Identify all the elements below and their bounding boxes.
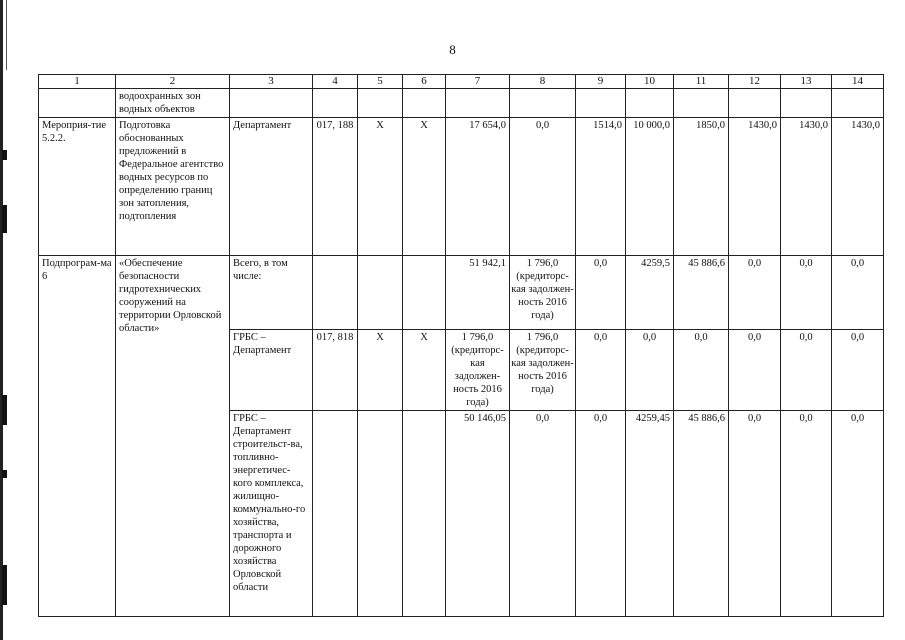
table-cell <box>781 89 832 118</box>
col-header: 13 <box>781 75 832 89</box>
table-cell <box>358 256 403 330</box>
table-cell: X <box>403 330 446 411</box>
table-cell: 0,0 <box>510 118 576 256</box>
table-cell: 1 796,0 (кредиторс-кая задолжен-ность 2016 года) <box>510 330 576 411</box>
table-cell: 45 886,6 <box>674 256 729 330</box>
table-cell: Подготовка обоснованных предложений в Федеральное агентство водных ресурсов по определению границ зон затопления, подтопления <box>116 118 230 256</box>
table-cell: 1 796,0 (кредиторс-кая задолжен-ность 2016 года) <box>510 256 576 330</box>
col-header: 2 <box>116 75 230 89</box>
table-cell: 17 654,0 <box>446 118 510 256</box>
col-header: 9 <box>576 75 626 89</box>
col-header: 3 <box>230 75 313 89</box>
table-cell <box>576 89 626 118</box>
table-cell: 0,0 <box>729 411 781 617</box>
table-cell: 1 796,0 (кредиторс-кая задолжен-ность 2016 года) <box>446 330 510 411</box>
table-cell: X <box>403 118 446 256</box>
table-cell: 0,0 <box>576 330 626 411</box>
table-cell: 0,0 <box>674 330 729 411</box>
table-cell: X <box>358 118 403 256</box>
header-row <box>39 75 884 89</box>
col-header: 8 <box>510 75 576 89</box>
table-cell: 1850,0 <box>674 118 729 256</box>
table-cell: 1430,0 <box>781 118 832 256</box>
col-header: 11 <box>674 75 729 89</box>
page-number: 8 <box>449 42 456 57</box>
table-cell <box>358 89 403 118</box>
col-header: 12 <box>729 75 781 89</box>
table-cell <box>39 89 116 118</box>
table-cell: Департамент <box>230 118 313 256</box>
table-cell: 0,0 <box>576 411 626 617</box>
table-cell: 0,0 <box>729 330 781 411</box>
table-cell: Всего, в том числе: <box>230 256 313 330</box>
table-row-continuation <box>39 89 884 118</box>
table-cell: 45 886,6 <box>674 411 729 617</box>
scan-mark <box>2 565 7 605</box>
table-row-subprogram-6-total <box>39 256 884 330</box>
table-cell <box>403 89 446 118</box>
table-cell: 1514,0 <box>576 118 626 256</box>
table-cell: 0,0 <box>832 411 884 617</box>
table-cell: Мероприя-тие 5.2.2. <box>39 118 116 256</box>
table-cell: 4259,5 <box>626 256 674 330</box>
table-cell: 1430,0 <box>832 118 884 256</box>
col-header: 5 <box>358 75 403 89</box>
budget-table <box>38 74 884 617</box>
col-header: 7 <box>446 75 510 89</box>
table-cell: 4259,45 <box>626 411 674 617</box>
table-cell <box>446 89 510 118</box>
table-row-measure-5-2-2 <box>39 118 884 256</box>
scan-mark <box>2 470 7 478</box>
table-cell: 0,0 <box>832 330 884 411</box>
scan-mark <box>2 205 7 233</box>
table-cell <box>510 89 576 118</box>
scan-edge-line <box>0 0 3 640</box>
col-header: 6 <box>403 75 446 89</box>
table-cell <box>626 89 674 118</box>
table-cell: 0,0 <box>781 411 832 617</box>
table-cell <box>313 411 358 617</box>
table-cell <box>358 411 403 617</box>
table-cell <box>230 89 313 118</box>
scan-mark <box>2 150 7 160</box>
table-cell: Подпрограм-ма 6 <box>39 256 116 617</box>
table-cell: 017, 818 <box>313 330 358 411</box>
table-cell <box>674 89 729 118</box>
table-cell <box>832 89 884 118</box>
scan-edge-line-secondary <box>6 0 7 70</box>
table-cell: 51 942,1 <box>446 256 510 330</box>
col-header: 1 <box>39 75 116 89</box>
table-cell <box>313 256 358 330</box>
table-cell <box>313 89 358 118</box>
table-cell <box>403 256 446 330</box>
table-cell: 50 146,05 <box>446 411 510 617</box>
table-cell: «Обеспечение безопасности гидротехнических сооружений на территории Орловской области» <box>116 256 230 617</box>
table-cell: 017, 188 <box>313 118 358 256</box>
table-cell: X <box>358 330 403 411</box>
table-cell: 0,0 <box>576 256 626 330</box>
table-cell <box>403 411 446 617</box>
table-cell: 0,0 <box>510 411 576 617</box>
table-cell: ГРБС – Департамент строительст-ва, топливно-энергетичес-кого комплекса, жилищно-коммунально-го хозяйства, транспорта и дорожного хозяйства Орловской области <box>230 411 313 617</box>
col-header: 14 <box>832 75 884 89</box>
table-cell: 10 000,0 <box>626 118 674 256</box>
table-cell: ГРБС – Департамент <box>230 330 313 411</box>
table-cell: 0,0 <box>626 330 674 411</box>
col-header: 4 <box>313 75 358 89</box>
table-cell: 1430,0 <box>729 118 781 256</box>
table-cell: водоохранных зон водных объектов <box>116 89 230 118</box>
col-header: 10 <box>626 75 674 89</box>
scan-mark <box>2 395 7 425</box>
table-cell <box>729 89 781 118</box>
table-cell: 0,0 <box>832 256 884 330</box>
table-cell: 0,0 <box>729 256 781 330</box>
table-cell: 0,0 <box>781 256 832 330</box>
table-cell: 0,0 <box>781 330 832 411</box>
